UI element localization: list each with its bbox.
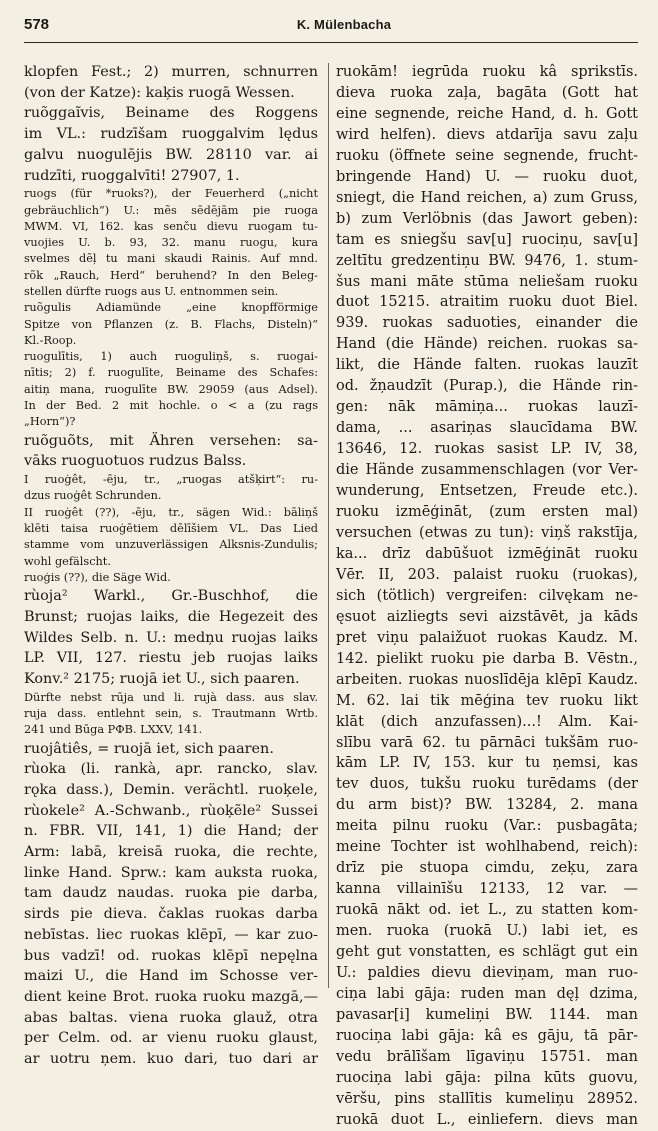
page-number: 578 xyxy=(24,16,50,33)
text-line: nītis; 2) f. ruogulīte, Beiname des Schafes: xyxy=(24,366,318,380)
text-line: od. žņaudzīt (Purap.), die Hände rin- xyxy=(336,378,638,395)
text-line: svelmes dẽļ tu mani skaudi Rainis. Auf mnd. xyxy=(24,252,318,266)
text-line: I ruoġêt, -ēju, tr., „ruogas atšķirt“: ru- xyxy=(24,473,318,487)
text-line: (von der Katze): kaķis ruogā Wessen. xyxy=(24,84,295,101)
text-line: In der Bed. 2 mit hochle. o < a (zu rags xyxy=(24,399,318,413)
page-header xyxy=(24,14,638,40)
text-line: rõk „Rauch, Herd“ beruhend? In den Beleg- xyxy=(24,268,318,282)
text-line: M. 62. lai tik mēģina tev ruoku likt xyxy=(336,692,638,709)
text-line: duot 15215. atraitim ruoku duot Biel. xyxy=(336,294,638,311)
left-column xyxy=(24,62,318,1068)
text-line: Kl.-Roop. xyxy=(24,333,77,347)
text-line: šus mani māte stūma neliešam ruoku xyxy=(336,273,638,290)
text-line: Brunst; ruojas laiks, die Hegezeit des xyxy=(24,608,318,625)
text-line: kanna villainīšu 12133, 12 var. — xyxy=(336,881,638,898)
text-line: II ruoġêt (??), -ēju, tr., sägen Wid.: bāliņš xyxy=(24,505,318,519)
text-line: Vēr. II, 203. palaist ruoku (ruokas), xyxy=(336,566,638,583)
text-line: n. FBR. VII, 141, 1) die Hand; der xyxy=(24,823,318,840)
header-rule xyxy=(24,42,638,43)
text-line: Dürfte nebst rūja und li. rujà dass. aus slav. xyxy=(24,690,318,704)
text-line: pret viņu palaižuot ruokas Kaudz. M. xyxy=(336,629,638,646)
text-line: dama, ... asariņas slaucīdama BW. xyxy=(336,420,638,437)
text-line: ruõggaĩvis, Beiname des Roggens xyxy=(24,105,318,122)
text-line: pavasar[i] kumeliņi BW. 1144. man xyxy=(336,1006,638,1023)
text-line: stellen dürfte ruogs aus U. entnommen sein. xyxy=(24,285,279,298)
text-line: ęsuot aizliegts sevi aizstāvēt, ja kāds xyxy=(336,608,638,625)
text-line: sniegt, die Hand reichen, a) zum Gruss, xyxy=(336,189,638,206)
text-line: ka... drīz dabūšuot izmēģināt ruoku xyxy=(336,545,638,562)
text-line: ruoģis (??), die Säge Wid. xyxy=(24,570,171,584)
text-line: ruoku izmēģināt, (zum ersten mal) xyxy=(336,504,638,521)
text-line: ciņa labi gāja: ruden man dęļ dzima, xyxy=(336,985,638,1002)
text-line: Konv.² 2175; ruojā iet U., sich paaren. xyxy=(24,670,300,687)
text-line: rudzīti, ruoggalvīti! 27907, 1. xyxy=(24,167,240,184)
text-line: ruogulītis, 1) auch ruoguliņš, s. ruogai- xyxy=(24,350,318,364)
text-line: ruoku (öffnete seine segnende, frucht- xyxy=(336,147,638,164)
text-line: arbeiten. ruokas nuoslīdēja klēpī Kaudz. xyxy=(336,671,638,688)
text-line: wird helfen). dievs atdarīja savu zaļu xyxy=(336,126,638,143)
text-line: Hand (die Hände) reichen. ruokas sa- xyxy=(336,336,638,353)
text-line: 142. pielikt ruoku pie darba B. Vēstn., xyxy=(336,650,638,667)
text-line: du arm bist)? BW. 13284, 2. mana xyxy=(336,797,638,814)
text-line: vāks ruoguotuos rudzus Balss. xyxy=(24,453,247,470)
text-line: aitiņ mana, ruogulīte BW. 29059 (aus Adsel). xyxy=(24,382,318,396)
text-line: ruõguõts, mit Ähren versehen: sa- xyxy=(24,432,318,449)
text-line: slību varā 62. tu pārnāci tukšām ruo- xyxy=(336,734,638,751)
text-line: drīz pie stuopa cimdu, zeķu, zara xyxy=(336,860,638,877)
text-line: ruja dass. entlehnt sein, s. Trautmann Wrtb. xyxy=(24,706,318,720)
text-line: 241 und Būga РФВ. LXXV, 141. xyxy=(24,723,203,737)
text-line: ruociņa labi gāja: pilna kūts guovu, xyxy=(336,1069,638,1086)
text-line: rùokele² A.-Schwanb., rùoķẽle² Sussei xyxy=(24,802,318,819)
text-line: vedu brālīšam līgaviņu 15751. man xyxy=(336,1048,638,1065)
text-line: maizi U., die Hand im Schosse ver- xyxy=(24,968,318,985)
text-line: tam es sniegšu sav[u] ruociņu, sav[u] xyxy=(336,231,638,248)
text-line: per Celm. od. ar vienu ruoku glaust, xyxy=(24,1030,318,1047)
text-line: Wildes Selb. n. U.: medņu ruojas laiks xyxy=(24,629,318,646)
text-line: rùoja² Warkl., Gr.-Buschhof, die xyxy=(24,588,318,605)
text-line: im VL.: rudzīšam ruoggalvim lędus xyxy=(24,126,318,143)
text-line: wunderung, Entsetzen, Freude etc.). xyxy=(336,483,638,500)
text-line: likt, die Hände falten. ruokas lauzīt xyxy=(336,357,638,374)
text-line: 13646, 12. ruokas sasist LP. IV, 38, xyxy=(336,441,638,458)
text-line: dzus ruoġêt Schrunden. xyxy=(24,489,162,503)
text-line: MWM. VI, 162. kas senču dievu ruogam tu- xyxy=(24,219,318,233)
text-line: vēršu, pins stallītis kumeliņu 28952. xyxy=(336,1090,638,1107)
text-line: bus vadzī! od. ruokas klēpī nepęlna xyxy=(24,947,318,964)
text-line: nebīstas. liec ruokas klēpī, — kar zuo- xyxy=(24,926,318,943)
text-line: ruokā nākt od. iet L., zu statten kom- xyxy=(336,902,638,919)
text-line: meita pilnu ruoku (Var.: pusbagāta; xyxy=(336,818,638,835)
text-line: Arm: labā, kreisā ruoka, die rechte, xyxy=(24,844,318,861)
text-line: gen: nāk māmiņa... ruokas lauzī- xyxy=(336,399,638,416)
text-line: abas baltas. viena ruoka glauž, otra xyxy=(24,1009,318,1026)
text-line: ruogs (für *ruoks?), der Feuerherd („nicht xyxy=(24,187,318,201)
text-line: sirds pie dieva. čaklas ruokas darba xyxy=(24,906,318,923)
text-line: wohl gefälscht. xyxy=(24,554,111,568)
text-line: Spitze von Pflanzen (z. B. Flachs, Disteln)“ xyxy=(24,317,318,331)
running-head: K. Mülenbacha xyxy=(296,17,392,32)
text-line: geht gut vonstatten, es schlägt gut ein xyxy=(336,944,638,961)
right-column xyxy=(336,62,638,1128)
text-line: ruojâtiês, = ruojā iet, sich paaren. xyxy=(24,740,274,757)
text-line: gebräuchlich“) U.: mẽs sēdējām pie ruoga xyxy=(24,203,318,217)
text-line: versuchen (etwas zu tun): viņš rakstīja, xyxy=(336,524,638,541)
column-divider xyxy=(328,63,329,988)
text-line: klēti taisa ruoġētiem dēlīšiem VL. Das Lied xyxy=(24,521,318,535)
text-line: LP. VII, 127. riestu jeb ruojas laiks xyxy=(24,650,318,667)
text-line: dieva ruoka zaļa, bagāta (Gott hat xyxy=(336,84,638,101)
text-line: sich (tötlich) vergreifen: cilvękam ne- xyxy=(336,587,638,604)
text-line: 939. ruokas saduoties, einander die xyxy=(336,315,638,332)
text-line: ruokām! iegrūda ruoku kâ sprikstīs. xyxy=(336,64,638,80)
text-line: eine segnende, reiche Hand, d. h. Gott xyxy=(336,105,638,122)
text-line: rǫka dass.), Demin. verächtl. ruoķele, xyxy=(24,781,318,798)
text-line: klopfen Fest.; 2) murren, schnurren xyxy=(24,64,318,80)
text-line: zeltītu gredzentiņu BW. 9476, 1. stum- xyxy=(336,252,638,269)
text-line: stamme vom unzuverlässigen Alksnis-Zundulis; xyxy=(24,538,318,552)
text-line: ruokā duot L., einliefern. dievs man xyxy=(336,1111,638,1128)
text-line: galvu nuogulējis BW. 28110 var. ai xyxy=(24,146,318,163)
text-line: „Horn“)? xyxy=(24,415,76,429)
text-line: ruõgulis Adiamünde „eine knopfförmige xyxy=(24,301,318,315)
text-line: b) zum Verlöbnis (das Jawort geben): xyxy=(336,210,638,227)
text-line: rùoka (li. rankà, apr. rancko, slav. xyxy=(24,761,318,778)
text-line: U.: paldies dievu dieviņam, man ruo- xyxy=(336,964,638,981)
text-line: kām LP. IV, 153. kur tu ņemsi, kas xyxy=(336,755,638,772)
text-line: vuojies U. b. 93, 32. manu ruogu, kura xyxy=(24,236,318,250)
text-line: ar uotru ņem. kuo dari, tuo dari ar xyxy=(24,1051,318,1068)
text-line: linke Hand. Sprw.: kam auksta ruoka, xyxy=(24,864,318,881)
text-line: die Hände zusammenschlagen (vor Ver- xyxy=(336,462,638,479)
text-line: klāt (dich anzufassen)...! Alm. Kai- xyxy=(336,713,638,730)
text-line: dient keine Brot. ruoka ruoku mazgā,— xyxy=(24,989,318,1005)
text-line: bringende Hand) U. — ruoku duot, xyxy=(336,168,638,185)
text-line: ruociņa labi gāja: kâ es gāju, tā pār- xyxy=(336,1027,638,1044)
text-line: tev duos, tukšu ruoku turēdams (der xyxy=(336,776,638,793)
text-line: meine Tochter ist wohlhabend, reich): xyxy=(336,839,638,856)
text-line: men. ruoka (ruokā U.) labi iet, es xyxy=(336,923,638,940)
text-line: tam daudz naudas. ruoka pie darba, xyxy=(24,885,318,902)
